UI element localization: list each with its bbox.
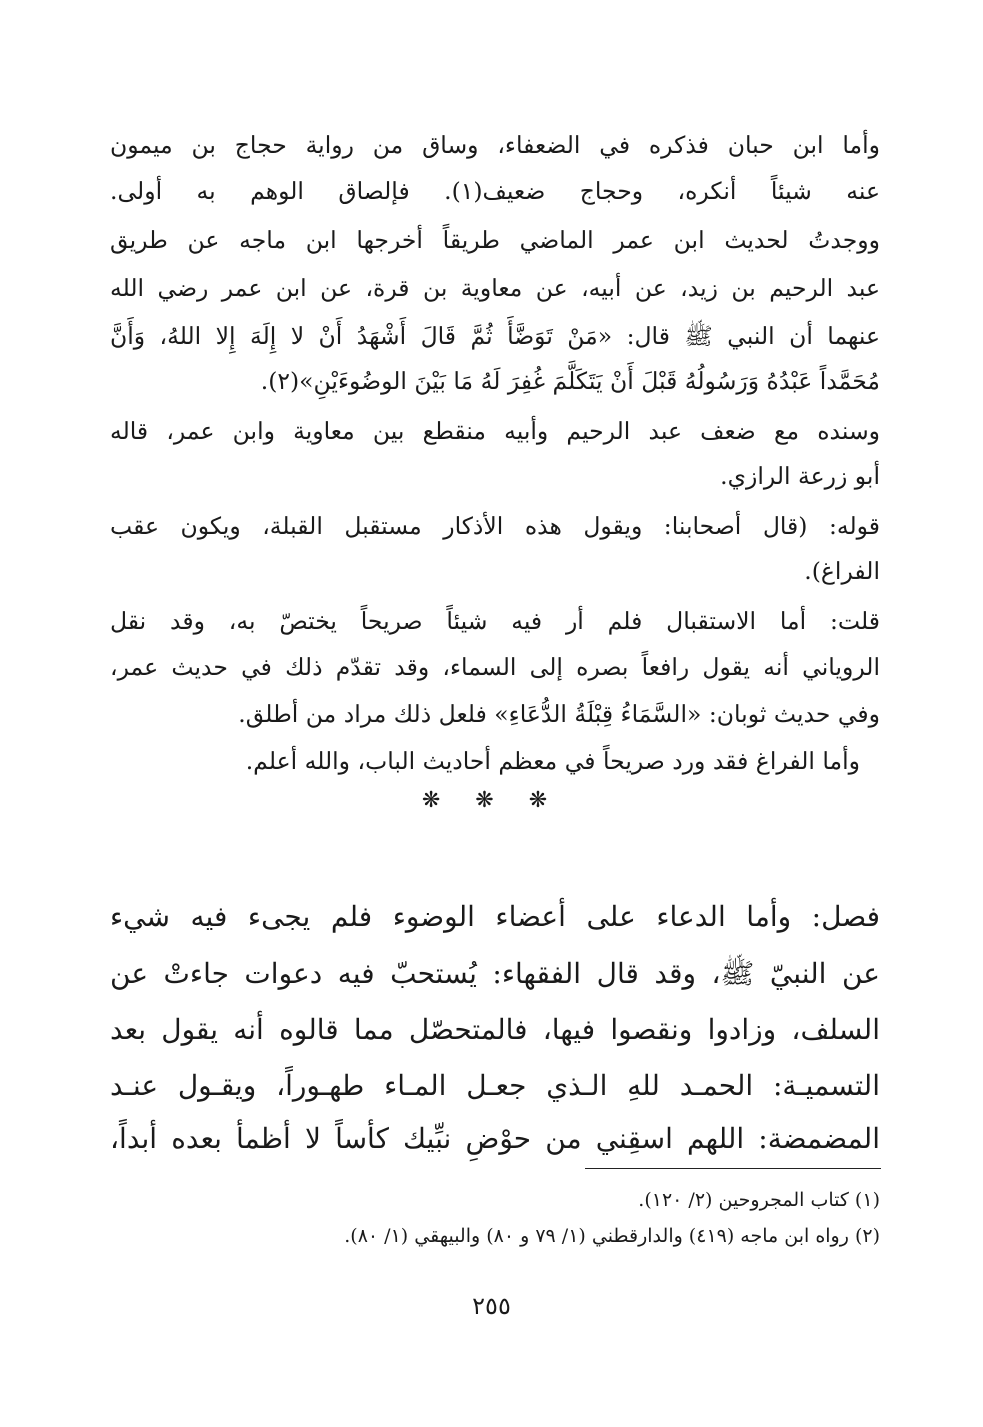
footnote: (١) كتاب المجروحين (٢/ ١٢٠).: [638, 1189, 880, 1211]
text-line: عن النبيّ ﷺ، وقد قال الفقهاء: يُستحبّ فيه دعوات جاءتْ عن: [110, 957, 880, 990]
text-line: وسنده مع ضعف عبد الرحيم وأبيه منقطع بين معاوية وابن عمر، قاله: [110, 417, 880, 445]
text-line: التسميـة: الحمـد للهِ الـذي جعـل المـاء طهـوراً، ويقـول عنـد: [110, 1069, 880, 1102]
text-line: وفي حديث ثوبان: «السَّمَاءُ قِبْلَةُ الدُّعَاءِ» فلعل ذلك مراد من أطلق.: [238, 700, 880, 728]
text-line: الفراغ).: [804, 557, 880, 585]
footnote-divider: [585, 1168, 881, 1169]
text-line: وأما الفراغ فقد ورد صريحاً في معظم أحاديث الباب، والله أعلم.: [245, 747, 860, 775]
text-line: فصل: وأما الدعاء على أعضاء الوضوء فلم يجىء فيه شيء: [110, 900, 880, 933]
footnote: (٢) رواه ابن ماجه (٤١٩) والدارقطني (١/ ٧٩ و ٨٠) والبيهقي (١/ ٨٠).: [344, 1225, 880, 1247]
page-number: ٢٥٥: [472, 1292, 511, 1320]
section-separator: ❋ ❋ ❋: [421, 788, 562, 813]
text-line: السلف، وزادوا ونقصوا فيها، فالمتحصّل مما قالوه أنه يقول بعد: [110, 1013, 880, 1046]
text-line: مُحَمَّداً عَبْدُهُ وَرَسُولُهُ قَبْلَ أَنْ يَتَكَلَّمَ غُفِرَ لَهُ مَا بَيْنَ الوضُوءَيْنِ»(٢).: [260, 367, 880, 395]
text-line: قوله: (قال أصحابنا: ويقول هذه الأذكار مستقبل القبلة، ويكون عقب: [110, 512, 880, 540]
text-line: عبد الرحيم بن زيد، عن أبيه، عن معاوية بن قرة، عن ابن عمر رضي الله: [110, 274, 880, 302]
text-line: عنهما أن النبي ﷺ قال: «مَنْ تَوَضَّأَ ثُمَّ قَالَ أَشْهَدُ أَنْ لا إِلَهَ إِلا اللهُ، وَأَنَّ: [110, 322, 880, 350]
text-line: وأما ابن حبان فذكره في الضعفاء، وساق من رواية حجاج بن ميمون: [110, 131, 880, 159]
text-line: ووجدتُ لحديث ابن عمر الماضي طريقاً أخرجها ابن ماجه عن طريق: [110, 226, 880, 254]
text-line: المضمضة: اللهم اسقِني من حوْضِ نبِّيك كأساً لا أظمأ بعده أبداً،: [110, 1122, 880, 1155]
text-line: عنه شيئاً أنكره، وحجاج ضعيف(١). فإلصاق الوهم به أولى.: [110, 177, 880, 205]
text-line: أبو زرعة الرازي.: [720, 462, 880, 490]
text-line: الروياني أنه يقول رافعاً بصره إلى السماء، وقد تقدّم ذلك في حديث عمر،: [110, 653, 880, 681]
text-line: قلت: أما الاستقبال فلم أر فيه شيئاً صريحاً يختصّ به، وقد نقل: [110, 607, 880, 635]
